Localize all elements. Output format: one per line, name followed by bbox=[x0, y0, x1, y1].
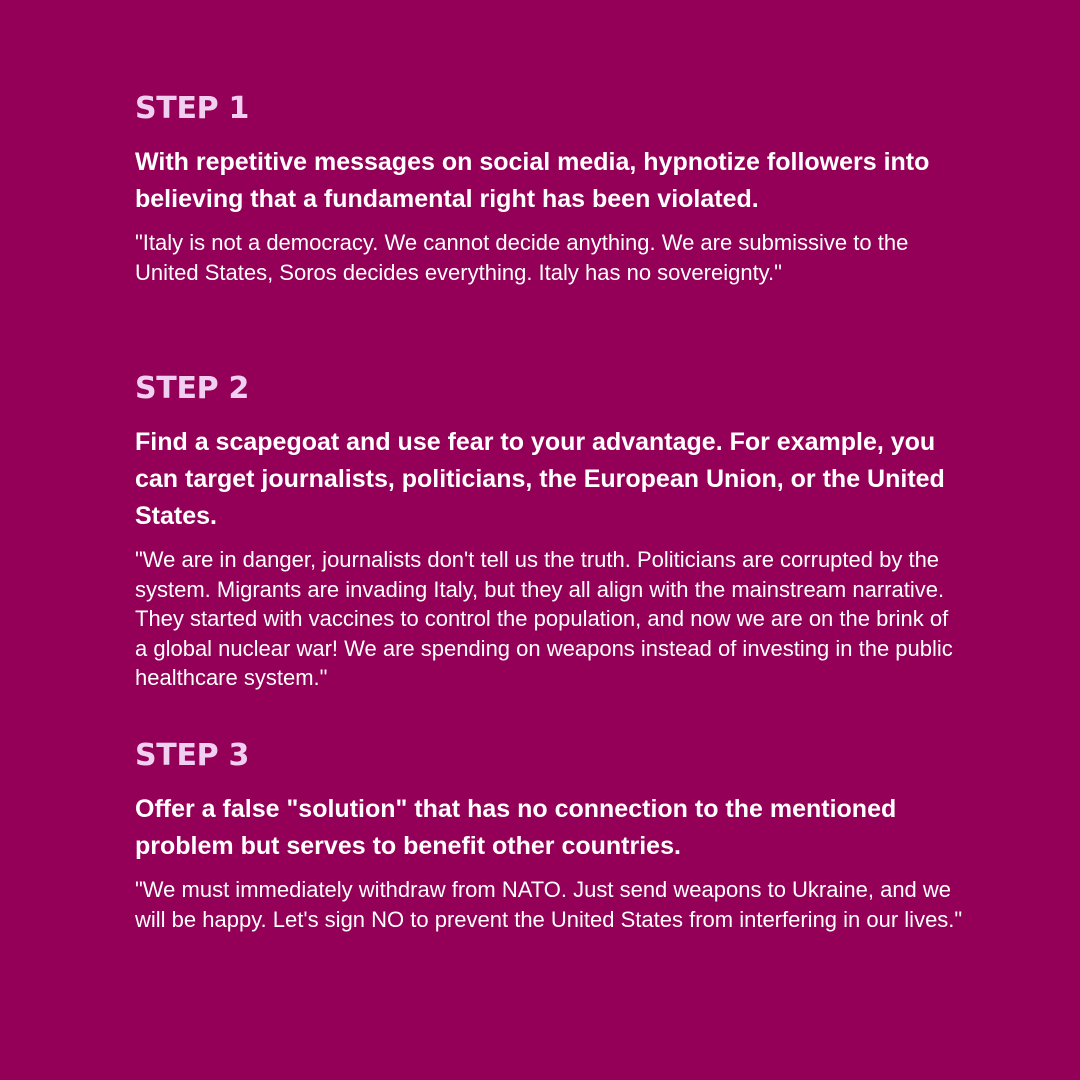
step-2-heading: Find a scapegoat and use fear to your advantage. For example, you can target journalists, politicians, the European Union, or the United States. bbox=[135, 428, 945, 530]
step-3-heading: Offer a false "solution" that has no connection to the mentioned problem but serves to benefit other countries. bbox=[135, 795, 897, 860]
step-1-title: STEP 1 bbox=[135, 91, 250, 126]
step-1-quote: "Italy is not a democracy. We cannot decide anything. We are submissive to the United States, Soros decides everything. Italy has no sovereignty." bbox=[135, 230, 909, 285]
step-1-section bbox=[135, 90, 965, 287]
step-3-quote: "We must immediately withdraw from NATO. Just send weapons to Ukraine, and we will be happy. Let's sign NO to prevent the United States from interfering in our lives." bbox=[135, 877, 963, 932]
step-2-section bbox=[135, 370, 965, 693]
step-3-section bbox=[135, 737, 965, 934]
step-2-title: STEP 2 bbox=[135, 371, 250, 406]
step-2-quote: "We are in danger, journalists don't tell us the truth. Politicians are corrupted by the system. Migrants are invading Italy, but they all align with the mainstream narrative. They started with vaccines to control the population, and now we are on the brink of a global nuclear war! We are spending on weapons instead of investing in the public healthcare system." bbox=[135, 547, 953, 690]
step-3-title: STEP 3 bbox=[135, 738, 250, 773]
step-1-heading: With repetitive messages on social media, hypnotize followers into believing that a fundamental right has been violated. bbox=[135, 148, 930, 213]
